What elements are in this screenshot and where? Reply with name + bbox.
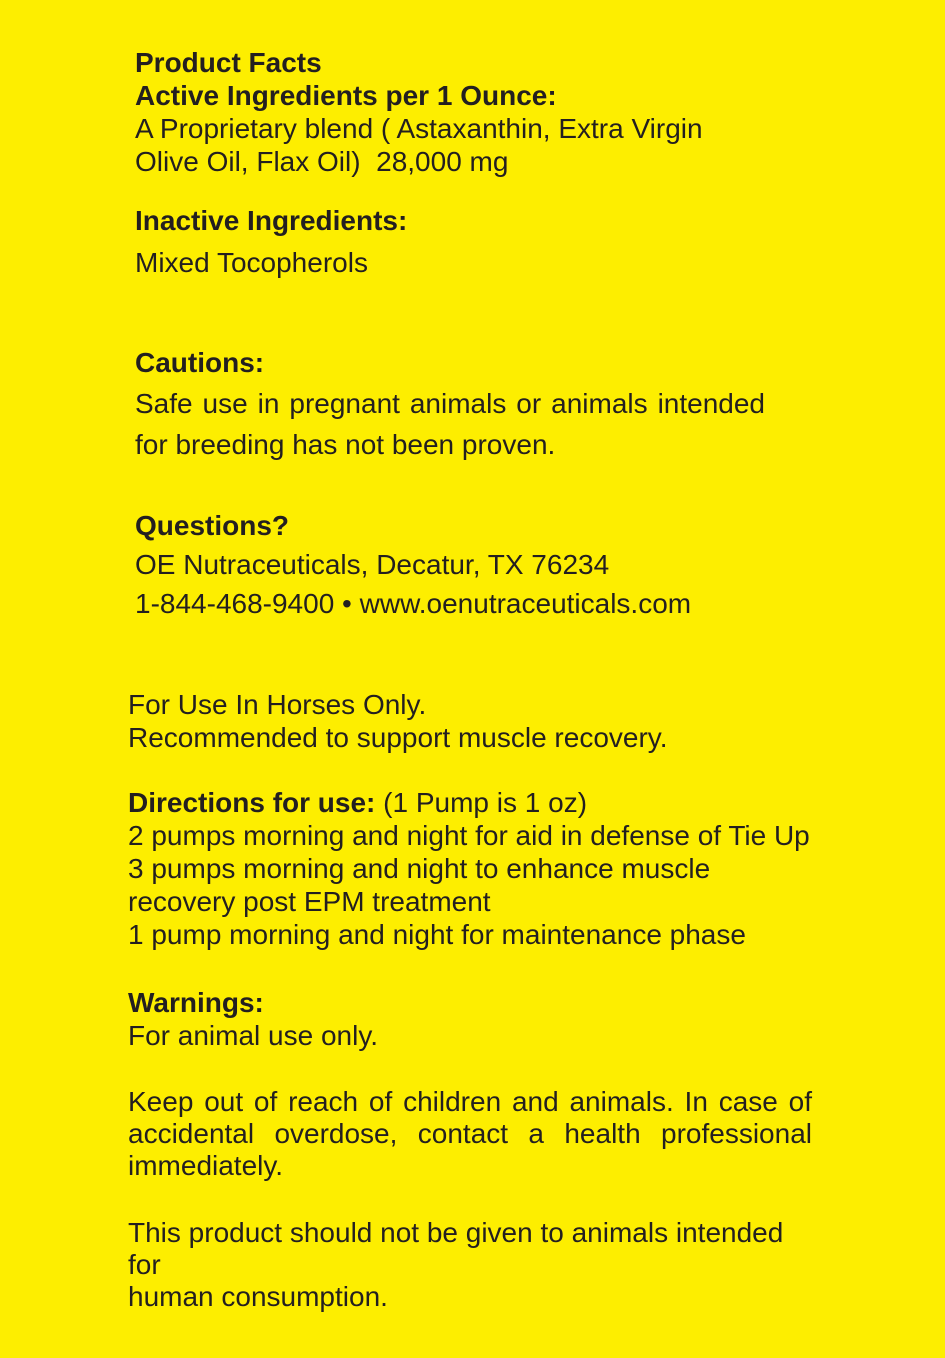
- keep-out-section: [128, 1086, 812, 1182]
- active-ingredients-line: A Proprietary blend ( Astaxanthin, Extra Virgin: [135, 113, 703, 144]
- directions-line: recovery post EPM treatment: [128, 886, 491, 917]
- keep-out-line: immediately.: [128, 1150, 284, 1181]
- product-facts-title: Product Facts: [135, 47, 322, 78]
- questions-section: [135, 506, 691, 623]
- directions-section: [128, 786, 810, 951]
- active-ingredients-line: Olive Oil, Flax Oil) 28,000 mg: [135, 146, 509, 177]
- questions-heading: Questions?: [135, 510, 290, 541]
- usage-line: For Use In Horses Only.: [128, 689, 427, 720]
- active-ingredients-heading: Active Ingredients per 1 Ounce:: [135, 80, 557, 111]
- keep-out-line: Keep out of reach of children and animals. In case of: [128, 1086, 812, 1117]
- inactive-ingredients-heading: Inactive Ingredients:: [135, 205, 408, 236]
- directions-line: 1 pump morning and night for maintenance phase: [128, 919, 746, 950]
- directions-heading-note: (1 Pump is 1 oz): [375, 787, 588, 818]
- inactive-ingredients-section: [135, 200, 407, 284]
- directions-line: 3 pumps morning and night to enhance muscle: [128, 853, 711, 884]
- warnings-section: [128, 986, 378, 1052]
- phone-and-website: 1-844-468-9400 • www.oenutraceuticals.com: [135, 588, 692, 619]
- cautions-line: for breeding has not been proven.: [135, 429, 556, 460]
- warnings-heading: Warnings:: [128, 987, 264, 1018]
- directions-heading: Directions for use:: [128, 787, 376, 818]
- usage-line: Recommended to support muscle recovery.: [128, 722, 668, 753]
- human-consumption-line: human consumption.: [128, 1281, 388, 1312]
- cautions-heading: Cautions:: [135, 347, 265, 378]
- cautions-section: [135, 342, 765, 465]
- human-consumption-section: [128, 1217, 812, 1313]
- human-consumption-line: This product should not be given to animals intended for: [128, 1217, 792, 1280]
- inactive-ingredients-body: Mixed Tocopherols: [135, 247, 368, 278]
- usage-section: [128, 688, 668, 754]
- company-address: OE Nutraceuticals, Decatur, TX 76234: [135, 549, 610, 580]
- product-facts-section: [135, 46, 703, 178]
- warnings-body: For animal use only.: [128, 1020, 379, 1051]
- directions-line: 2 pumps morning and night for aid in defense of Tie Up: [128, 820, 810, 851]
- cautions-line: Safe use in pregnant animals or animals intended: [135, 388, 765, 419]
- directions-heading-line: [128, 786, 810, 819]
- keep-out-line: accidental overdose, contact a health professional: [128, 1118, 812, 1149]
